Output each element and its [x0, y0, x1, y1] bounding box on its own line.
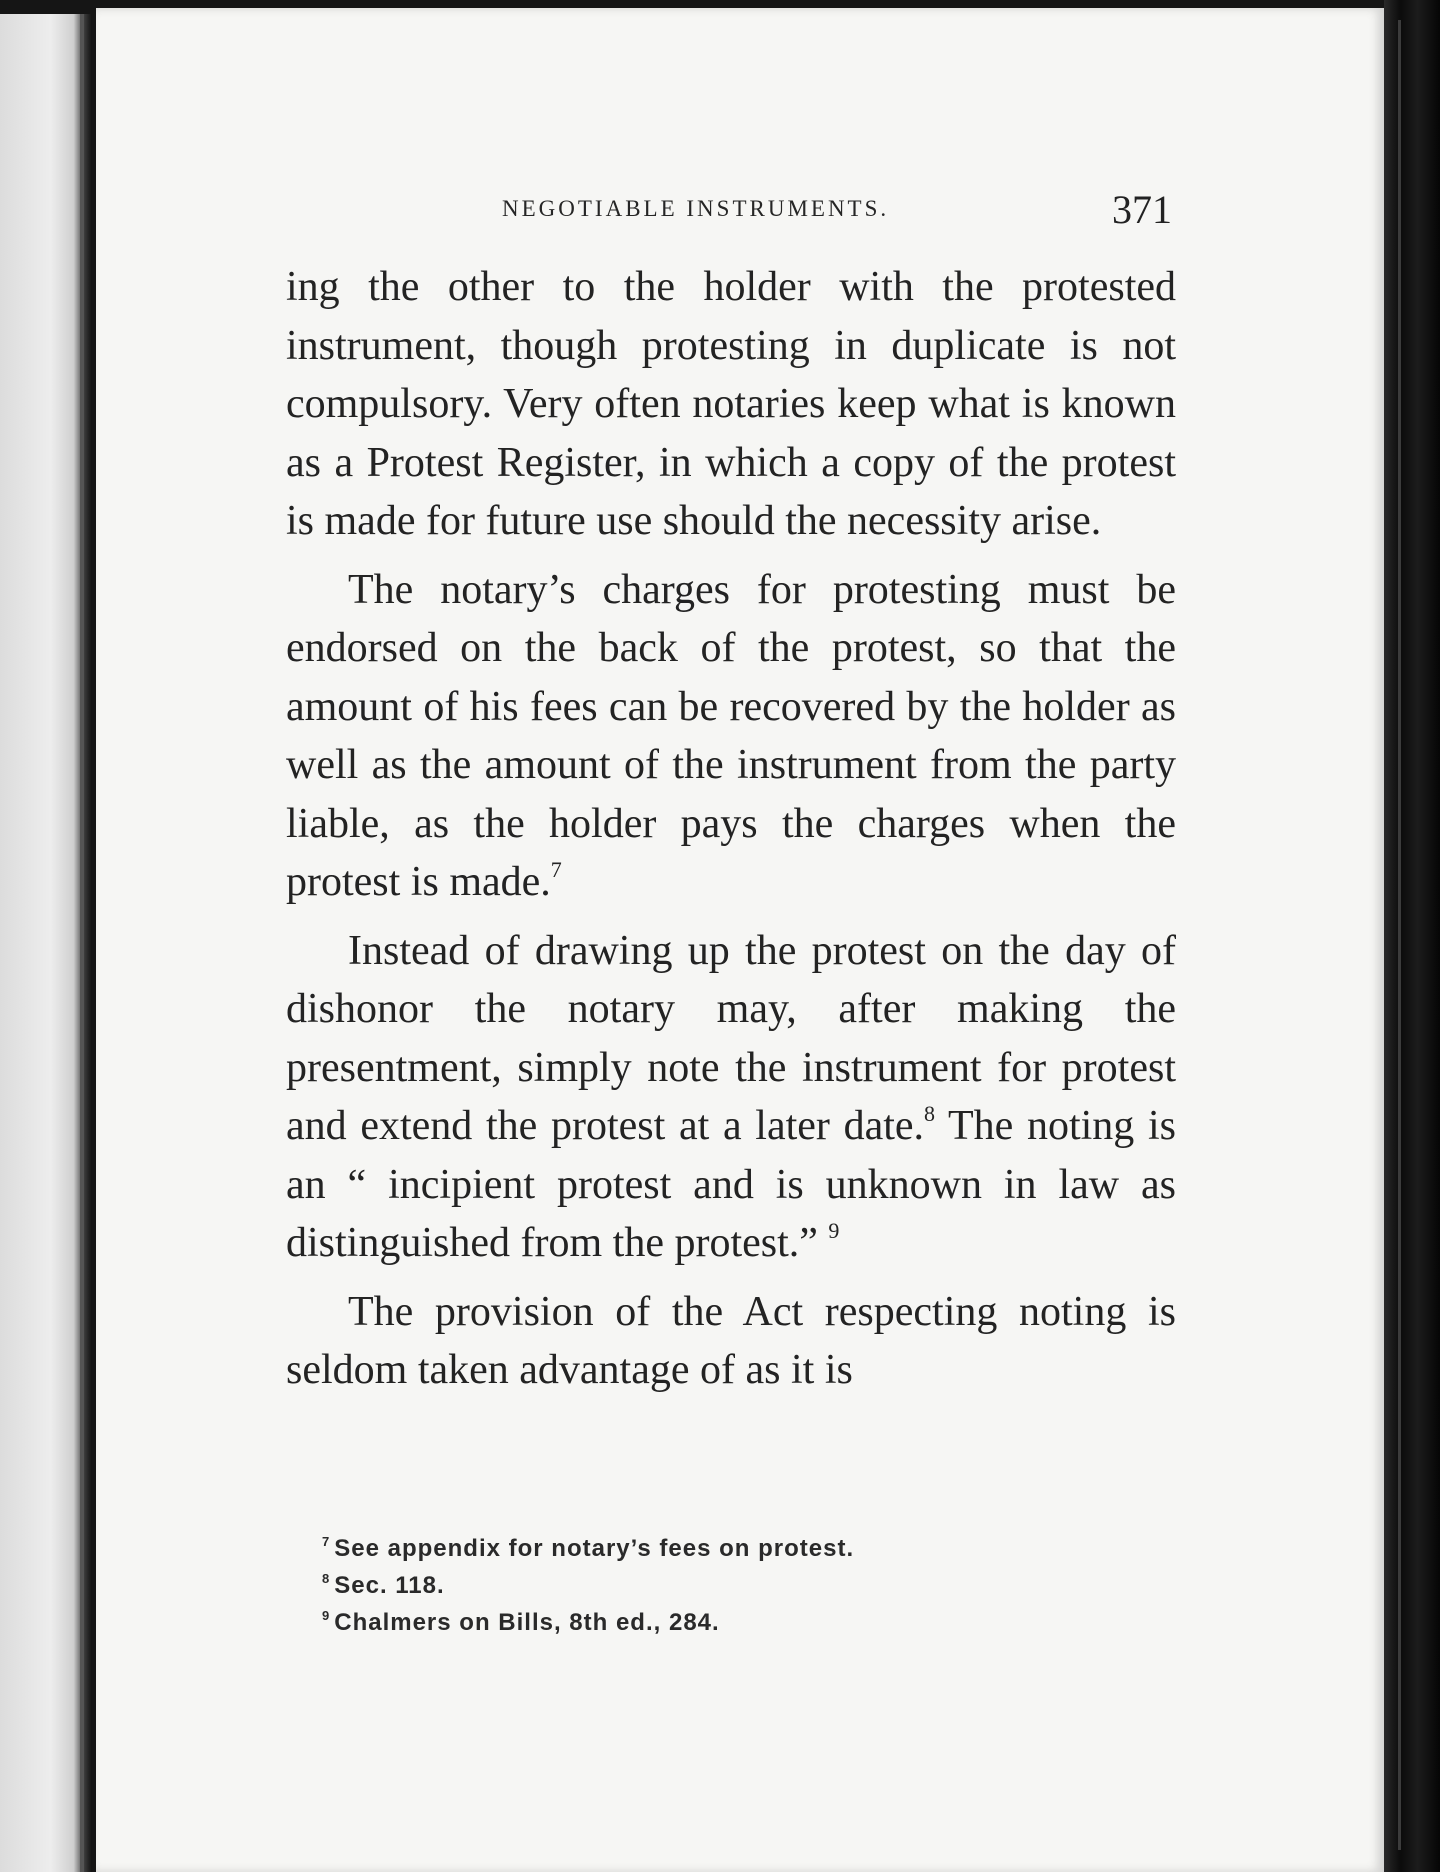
footnote-7	[322, 1530, 1122, 1567]
footnote-marker: 9	[322, 1608, 331, 1623]
paragraph-2	[286, 561, 1176, 912]
page-gutter-line	[80, 14, 84, 1872]
paragraph-3	[286, 922, 1176, 1273]
footnote-text: Sec. 118.	[334, 1572, 445, 1599]
running-head: NEGOTIABLE INSTRUMENTS.	[502, 196, 890, 221]
footnote-9	[322, 1604, 1122, 1641]
footnote-ref-7: 7	[550, 857, 562, 882]
right-book-edge	[1384, 0, 1440, 1872]
footnote-ref-8: 8	[924, 1101, 936, 1126]
paragraph-3-text-a: Instead of drawing up the protest on the day of dishonor the notary may, after making the presentment, simply note the instrument for protest and extend the protest at a later date.	[286, 927, 1176, 1149]
footnotes	[322, 1530, 1122, 1641]
footnote-marker: 7	[322, 1534, 331, 1549]
footnote-text: See appendix for notary’s fees on protest.	[334, 1535, 855, 1562]
page-number: 371	[1112, 187, 1172, 232]
body-text	[286, 258, 1176, 1400]
left-page-edge	[0, 14, 92, 1872]
footnote-ref-9: 9	[828, 1218, 840, 1243]
footnote-text: Chalmers on Bills, 8th ed., 284.	[334, 1609, 720, 1636]
paragraph-4: The provision of the Act respecting noting is seldom taken advantage of as it is	[286, 1288, 1176, 1393]
paragraph-3-text-b: The noting is an “ incipient protest and is unknown in law as distinguished from the protest.”	[286, 1103, 1176, 1266]
paragraph-2-text: The notary’s charges for protesting must be endorsed on the back of the protest, so that the amount of his fees can be recovered by the holder as well as the amount of the instrument from the party liable, as the holder pays the charges when the protest is made.	[286, 566, 1176, 905]
paragraph-1: ing the other to the holder with the protested instrument, though protesting in duplicate is not compulsory. Very often notaries keep what is known as a Protest Register, in which a copy of the protest is made for future use should the necessity arise.	[286, 264, 1176, 544]
footnote-8	[322, 1567, 1122, 1604]
footnote-marker: 8	[322, 1571, 331, 1586]
book-edge-line	[1398, 20, 1401, 1850]
